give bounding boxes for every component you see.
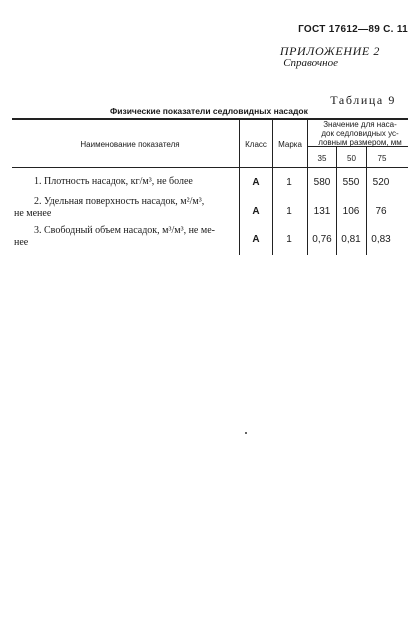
col-header-mark: Марка [278,140,302,149]
col-sep-class [239,118,240,255]
col-header-size-75: 75 [377,154,387,163]
col-header-class: Класс [245,140,267,149]
row-2-mark: 1 [286,206,292,217]
col-header-size-35: 35 [317,154,327,163]
row-3-value-50: 0,81 [341,234,361,245]
standard-code: ГОСТ 17612—89 С. 11 [298,24,408,35]
row-2-value-50: 106 [342,206,360,217]
row-2-name-line2: не менее [14,208,52,219]
col-header-values-line2: док седловидных ус- [321,129,399,138]
table-number: Таблица 9 [330,93,396,107]
row-1-mark: 1 [286,177,292,188]
col-header-name: Наименование показателя [80,140,180,149]
row-3-value-75: 0,83 [371,234,391,245]
col-header-values-line3: ловным размером, мм [318,138,402,147]
row-2-name-line1: 2. Удельная поверхность насадок, м²/м³, [34,196,205,207]
row-2-value-75: 76 [375,206,387,217]
row-1-class: А [252,177,260,188]
reference-label: Справочное [283,57,338,69]
row-1-value-35: 580 [313,177,331,188]
scan-speck [245,432,247,434]
col-header-values-line1: Значение для наса- [323,120,397,129]
row-1-name-line1: 1. Плотность насадок, кг/м³, не более [34,176,193,187]
appendix-label: ПРИЛОЖЕНИЕ 2 [279,44,380,58]
row-3-mark: 1 [286,234,292,245]
row-3-name-line2: нее [14,237,29,248]
row-1-value-50: 550 [342,177,360,188]
row-2-value-35: 131 [313,206,331,217]
row-2-class: А [252,206,260,217]
table-title: Физические показатели седловидных насадок [110,106,308,116]
row-1-value-75: 520 [372,177,390,188]
col-sep-mark [272,118,273,255]
table-header-rule [12,167,408,168]
col-header-size-50: 50 [347,154,356,163]
row-3-class: А [252,234,260,245]
row-3-value-35: 0,76 [312,234,332,245]
row-3-name-line1: 3. Свободный объем насадок, м³/м³, не ме- [34,225,215,236]
